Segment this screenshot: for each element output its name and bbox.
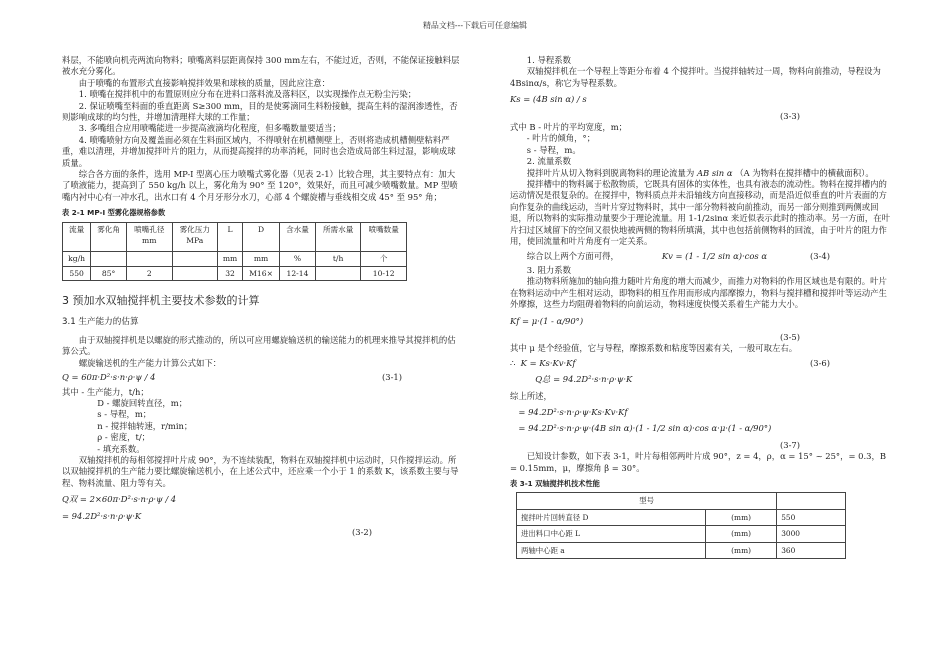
right-column	[510, 55, 890, 559]
paragraph-text: 综合以上两个方面可得，	[526, 250, 619, 261]
subheading: 1. 导程系数	[526, 55, 571, 65]
table-header-cell: 流量	[63, 222, 91, 251]
table-cell: (mm)	[705, 509, 776, 525]
paragraph: 由于双轴搅拌机是以螺旋的形式推动的，所以可应用螺旋输送机的输送能力的机理来推导其搅拌机的估算公式。	[62, 334, 456, 357]
paragraph: 其中 μ 是个经验值，它与导程，摩擦系数和粘度等因素有关，一般可取左右。	[510, 343, 798, 354]
equation: = 94.2D²·s·n·ρ·ψ·Ks·Kv·Kf	[518, 406, 628, 417]
equation-number: (3-7)	[779, 439, 800, 450]
table-row	[517, 509, 846, 525]
table-cell: 360	[777, 542, 846, 558]
paragraph: 料层，不能喷向机壳两流向物料；喷嘴离料层距离保持 300 mm左右，不能过近，否则，不能保证接触料层被水充分雾化。	[62, 55, 460, 77]
table-cell	[126, 251, 172, 266]
table-header-row	[517, 493, 846, 509]
table-cell: 搅拌叶片回转直径 D	[517, 509, 706, 525]
definition: 式中 B - 叶片的平均宽度，m；	[510, 122, 628, 133]
paragraph: 双轴搅拌机的每相邻搅拌叶片成 90°，为不连续装配，物料在双轴搅拌机中运动时，只作搅拌运动。所以双轴搅拌机的生产能力要比螺旋输送机小，在上述公式中，还应乘一个小于 1 的系数 K，该系数主要与导程、物料流量、阻力等有关。	[62, 454, 459, 488]
paragraph: 双轴搅拌机在一个导程上等距分布着 4 个搅拌叶。当搅拌轴转过一周，物料向前推动，导程设为 4Bsinα/s，称它为导程系数。	[510, 66, 881, 88]
definition: s - 导程，m；	[97, 409, 152, 420]
table-cell: M16×	[243, 266, 280, 280]
table-caption: 表 2-1 MP-I 型雾化器规格参数	[62, 208, 166, 218]
subheading: 3. 阻力系数	[526, 264, 571, 275]
table-cell: (mm)	[705, 542, 776, 558]
table-header-cell: 型号	[517, 493, 777, 509]
equation-inline: AB sin α	[696, 167, 733, 178]
equation-number: (3-2)	[351, 527, 372, 537]
table-cell: t/h	[315, 251, 361, 266]
equation: Q双 = 2×60π·D²·s·n·ρ·ψ / 4	[62, 494, 177, 505]
table-header-cell: D	[243, 222, 280, 251]
equation-number: (3-1)	[381, 372, 402, 383]
table-cell: 12-14	[280, 266, 316, 280]
therefore-symbol: ∴	[510, 357, 516, 368]
equation	[62, 372, 462, 383]
table-row	[63, 266, 407, 280]
equation: = 94.2D²·s·n·ρ·ψ·(4B sin α)·(1 - 1/2 sin α)·cos α·μ·(1 - α/90°)	[518, 423, 772, 434]
paragraph: 综合各方面的条件，选用 MP-I 型离心压力喷嘴式雾化器（见表 2-1）比较合理，其主要特点有：加大了喷液能力，提高到了 550 kg/h 以上，雾化角为 90° 至 120°，效果好，而且可减少喷嘴数量。MP 型喷嘴内衬中心有一冲水孔，出水口有 4 个月牙形分水刀，心部 4 个螺旋槽与垂线相交成 45° 至 95° 角；	[62, 169, 458, 202]
table-header-cell: L	[218, 222, 243, 251]
table-cell: kg/h	[63, 251, 91, 266]
table-cell	[172, 251, 218, 266]
table-cell: 550	[63, 266, 91, 280]
equation-body: Q = 60π·D²·s·n·ρ·ψ / 4	[62, 372, 156, 383]
equation: = 94.2D²·s·n·ρ·ψ·K	[62, 510, 142, 521]
table-header-cell: 喷嘴数量	[361, 222, 407, 251]
list-item: 2. 保证喷嘴至料面的垂直距离 S≥300 mm，目的是使雾滴同生料粉接触，提高生料的湿润渗透性，否则影响成球的均匀性，并增加清理样大球的工作量；	[62, 100, 458, 123]
definition: ρ - 密度，t/；	[97, 432, 151, 443]
table-cell: 个	[361, 251, 407, 266]
paragraph: 螺旋输送机的生产能力计算公式如下：	[78, 357, 222, 368]
performance-table	[516, 492, 846, 559]
table-header-cell: 喷嘴孔径 mm	[126, 222, 172, 251]
page-header: 精品文档---下载后可任意编辑	[422, 21, 528, 30]
subheading: 2. 流量系数	[526, 156, 571, 167]
paragraph-text: （A 为物料在搅拌槽中的横截面积）。	[735, 167, 874, 178]
table-cell: mm	[218, 251, 243, 266]
equation	[510, 251, 890, 262]
list-item: 3. 多嘴组合应用喷嘴能进一步提高液滴均化程度，但多嘴数量要适当；	[78, 123, 341, 134]
table-cell	[315, 266, 361, 280]
equation-number: (3-4)	[809, 250, 830, 261]
table-cell: 3000	[777, 526, 846, 542]
paragraph: 由于喷嘴的布置形式直接影响搅拌效果和球核的质量，因此应注意：	[78, 77, 331, 88]
equation-body: K = Ks·Kv·Kf	[520, 357, 576, 368]
table-row	[517, 526, 846, 542]
definition: - 填充系数。	[97, 443, 145, 454]
table-cell: 32	[218, 266, 243, 280]
equation: Q总 = 94.2D²·s·n·ρ·ψ·K	[535, 374, 633, 385]
definition: D - 螺旋回转直径，m；	[97, 397, 188, 408]
table-header-cell: 雾化角	[91, 222, 127, 251]
equation-number: (3-6)	[809, 357, 830, 368]
table-header-cell: 雾化压力 MPa	[172, 222, 218, 251]
equation-number: (3-3)	[779, 110, 800, 121]
table-cell: 550	[777, 509, 846, 525]
table-header-cell: 含水量	[280, 222, 316, 251]
table-cell	[91, 251, 127, 266]
table-cell: mm	[243, 251, 280, 266]
paragraph: 推动物料所施加的轴向推力随叶片角度的增大而减少，而推力对物料的作用区域也是有限的。叶片在物料运动中产生相对运动，即物料的相互作用而形成内部摩擦力，物料与搅拌槽和搅拌叶等运动产生外摩擦，这些力均阻碍着物料的向前运动，物料速度快慢关系着生产能力大小。	[510, 276, 887, 310]
table-cell: 2	[126, 266, 172, 280]
table-cell: 两轴中心距 a	[517, 542, 706, 558]
equation: Ks = (4B sin α) / s	[510, 94, 587, 105]
table-caption: 表 3-1 双轴搅拌机技术性能	[510, 479, 600, 488]
definition: - 叶片的倾角，°；	[526, 133, 596, 144]
table-header-cell: 所需水量	[315, 222, 361, 251]
table-cell: 进出料口中心距 L	[517, 526, 706, 542]
definition: n - 搅拌轴转速，r/min；	[97, 420, 193, 431]
equation-number: (3-5)	[779, 331, 800, 342]
list-item: 1. 喷嘴在搅拌机中的布置原则应分布在进料口落料流及落料区，以实现操作点无粉尘污染；	[78, 89, 417, 100]
spec-table	[62, 222, 407, 281]
paragraph: 综上所述，	[510, 390, 552, 401]
equation-body: Kv = (1 - 1/2 sin α)·cos α	[661, 250, 768, 261]
paragraph: 已知设计参数，如下表 3-1，叶片每相邻两叶片成 90°，z = 4，ρ，α = 15° ~ 25°，= 0.3，B = 0.15mm，μ，摩擦角 β = 30°。	[510, 451, 887, 473]
table-cell: 85°	[91, 266, 127, 280]
equation: Kf = μ·(1 - α/90°)	[510, 315, 584, 326]
subsection-heading: 3.1 生产能力的估算	[62, 316, 139, 327]
paragraph: 搅拌槽中的物料属于松散物质，它既具有固体的实体性，也具有液态的流动性。物料在搅拌槽内的运动情况是很复杂的。在搅拌中，物料质点并未沿轴线方向直接移动，而是沿近似垂直的叶片表面的方向作复杂的曲线运动，当叶片穿过物料时，其中一部分物料被向前推动，而另一部分则推到两侧或回退，所以物料的实际推动量要少于理论流量。用 1-1/2sinα 来近似表示此时的推动率。另一方面，在叶片扫过区域留下的空间又很快地被两侧的物料所填满，其中也包括前侧物料的回流，由于叶片的阻力作用，使回流量和叶片角度有一定关系。	[510, 179, 890, 247]
table-row	[517, 542, 846, 558]
table-header-row	[63, 222, 407, 251]
table-header-cell	[777, 493, 846, 509]
table-units-row	[63, 251, 407, 266]
paragraph-text: 搅拌叶片从切入物料到脱离物料的理论流量为	[526, 167, 695, 178]
left-column	[62, 55, 462, 538]
table-cell: 10-12	[361, 266, 407, 280]
table-cell	[172, 266, 218, 280]
table-cell: (mm)	[705, 526, 776, 542]
list-item: 4. 喷嘴喷射方向及覆盖面必须在生料面区域内，不得喷射在机槽侧壁上，否则将造成机槽侧壁粘料严重，难以清理，并增加搅拌叶片的阻力，从而提高搅拌的功率消耗，同时也会造成局部生料过湿，影响成球质量。	[62, 134, 456, 168]
section-heading: 3 预加水双轴搅拌机主要技术参数的计算	[62, 294, 260, 308]
definition: 其中 - 生产能力，t/h；	[62, 386, 149, 397]
definition: s - 导程，m。	[526, 144, 581, 155]
table-cell: %	[280, 251, 316, 266]
paragraph	[510, 168, 890, 179]
equation	[510, 358, 890, 369]
